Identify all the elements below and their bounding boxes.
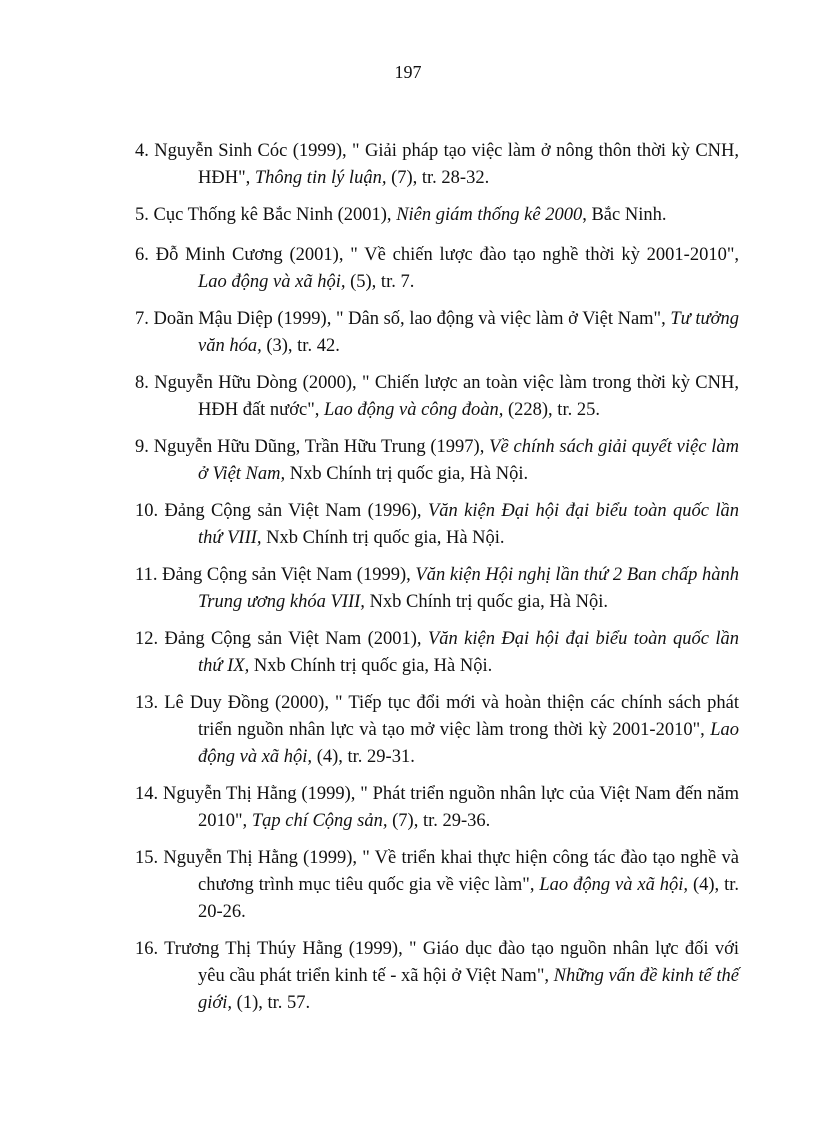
reference-source: Văn kiện Đại hội đại biểu toàn quốc lần thứ IX, [198, 629, 739, 676]
reference-text: Trương Thị Thúy Hằng (1999), " Giáo dục đào tạo nguồn nhân lực đối với yêu cầu phát triển kinh tế - xã hội ở Việt Nam", [164, 939, 739, 986]
reference-item [135, 936, 739, 1017]
reference-number: 8. [135, 373, 149, 393]
reference-text: Đảng Cộng sản Việt Nam (1996), [164, 501, 428, 521]
reference-number: 13. [135, 693, 159, 713]
reference-number: 7. [135, 309, 149, 329]
reference-source: Về chính sách giải quyết việc làm ở Việt Nam, [198, 437, 740, 484]
reference-number: 16. [135, 939, 159, 959]
reference-number: 10. [135, 501, 159, 521]
reference-source: Thông tin lý luận, [254, 168, 387, 188]
reference-details: (228), tr. 25. [503, 400, 600, 420]
reference-details: Nxb Chính trị quốc gia, Hà Nội. [249, 656, 493, 676]
reference-number: 15. [135, 848, 159, 868]
reference-item [135, 370, 739, 424]
reference-source: Tạp chí Cộng sản, [251, 811, 388, 831]
reference-item [135, 434, 739, 488]
reference-text: Đảng Cộng sản Việt Nam (2001), [164, 629, 428, 649]
reference-details: Nxb Chính trị quốc gia, Hà Nội. [285, 464, 529, 484]
reference-number: 5. [135, 205, 149, 225]
reference-text: Cục Thống kê Bắc Ninh (2001), [153, 205, 397, 225]
reference-number: 12. [135, 629, 159, 649]
reference-number: 11. [135, 565, 158, 585]
reference-details: (7), tr. 28-32. [386, 168, 490, 188]
reference-source: Lao động và xã hội, [198, 720, 739, 767]
reference-text: Doãn Mậu Diệp (1999), " Dân số, lao động và việc làm ở Việt Nam", [153, 309, 671, 329]
reference-text: Nguyễn Thị Hằng (1999), " Về triển khai thực hiện công tác đào tạo nghề và chương trình mục tiêu quốc gia về việc làm", [163, 848, 739, 895]
reference-source: Niên giám thống kê 2000 [396, 205, 583, 225]
reference-details: Nxb Chính trị quốc gia, Hà Nội. [364, 592, 608, 612]
reference-item [135, 690, 739, 771]
reference-text: Nguyễn Sinh Cóc (1999), " Giải pháp tạo việc làm ở nông thôn thời kỳ CNH, HĐH", [154, 141, 740, 188]
reference-details: (4), tr. 20-26. [198, 875, 739, 922]
reference-item [135, 562, 739, 616]
reference-source: Văn kiện Đại hội đại biểu toàn quốc lần thứ VIII, [198, 501, 739, 548]
reference-list [135, 138, 739, 1027]
reference-details: (7), tr. 29-36. [387, 811, 491, 831]
reference-text: Nguyễn Thị Hằng (1999), " Phát triển nguồn nhân lực của Việt Nam đến năm 2010", [162, 784, 739, 831]
reference-item [135, 202, 739, 229]
reference-number: 14. [135, 784, 159, 804]
reference-text: Nguyễn Hữu Dũng, Trần Hữu Trung (1997), [153, 437, 490, 457]
reference-details: Nxb Chính trị quốc gia, Hà Nội. [261, 528, 505, 548]
reference-item [135, 498, 739, 552]
reference-text: Nguyễn Hữu Dòng (2000), " Chiến lược an toàn việc làm trong thời kỳ CNH, HĐH đất nước", [154, 373, 739, 420]
reference-source: Lao động và xã hội, [198, 272, 346, 292]
reference-number: 6. [135, 245, 149, 265]
reference-number: 4. [135, 141, 149, 161]
reference-source: Lao động và xã hội, [539, 875, 689, 895]
reference-source: Văn kiện Hội nghị lần thứ 2 Ban chấp hành Trung ương khóa VIII, [198, 565, 740, 612]
reference-details: , Bắc Ninh. [582, 205, 667, 225]
reference-details: (4), tr. 29-31. [312, 747, 415, 767]
reference-item [135, 845, 739, 926]
reference-number: 9. [135, 437, 149, 457]
reference-details: (3), tr. 42. [261, 336, 340, 356]
reference-text: Đảng Cộng sản Việt Nam (1999), [162, 565, 416, 585]
reference-text: Đỗ Minh Cương (2001), " Về chiến lược đào tạo nghề thời kỳ 2001-2010", [155, 245, 740, 265]
reference-source: Những vấn đề kinh tế thế giới, [198, 966, 740, 1013]
reference-source: Tư tưởng văn hóa, [198, 309, 740, 356]
reference-details: (5), tr. 7. [345, 272, 415, 292]
reference-item [135, 306, 739, 360]
reference-details: (1), tr. 57. [232, 993, 311, 1013]
reference-item [135, 138, 739, 192]
reference-text: Lê Duy Đồng (2000), " Tiếp tục đổi mới và hoàn thiện các chính sách phát triển nguồn nhân lực và tạo mở việc làm trong thời kỳ 2001-2010", [164, 693, 740, 740]
reference-item [135, 626, 739, 680]
reference-source: Lao động và công đoàn, [324, 400, 504, 420]
reference-item [135, 242, 739, 296]
reference-item [135, 781, 739, 835]
page-number: 197 [394, 62, 422, 82]
